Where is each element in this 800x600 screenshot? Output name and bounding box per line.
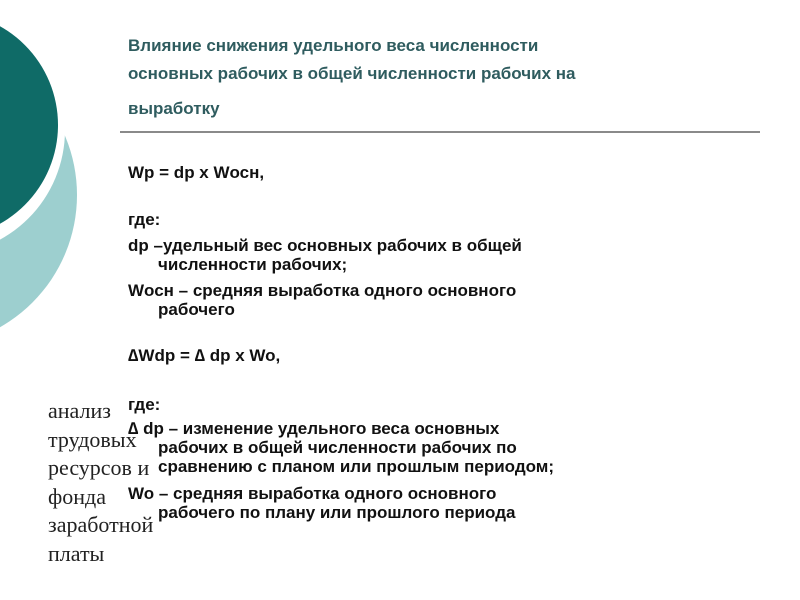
definition-delta-dp-line-3: сравнению с планом или прошлым периодом; xyxy=(158,457,555,476)
definition-wosn-line-2: рабочего xyxy=(158,300,235,319)
definition-wo-line-2: рабочего по плану или прошлого периода xyxy=(158,503,516,522)
definition-wosn-line-1: Wосн – средняя выработка одного основного xyxy=(128,281,517,300)
side-note-line-1: анализ xyxy=(48,398,111,423)
definition-delta-dp xyxy=(128,419,768,476)
where-label-2: где: xyxy=(128,395,161,414)
side-note-line-5: заработной xyxy=(48,512,154,537)
title-line-3: выработку xyxy=(128,99,220,118)
definition-wo-line-1: Wo – средняя выработка одного основного xyxy=(128,484,497,503)
title-line-2: основных рабочих в общей численности рабочих на xyxy=(128,64,576,83)
definition-delta-dp-line-2: рабочих в общей численности рабочих по xyxy=(158,438,517,457)
side-note xyxy=(48,397,188,568)
formula-delta-wdp: ∆Wdp = ∆ dp x Wo, xyxy=(128,346,281,365)
definition-dp xyxy=(128,236,768,274)
formula-wp: Wp = dp x Wосн, xyxy=(128,163,265,182)
slide-title xyxy=(128,32,768,123)
where-label-1: где: xyxy=(128,210,161,229)
side-note-line-4: фонда xyxy=(48,483,106,509)
definition-wosn xyxy=(128,281,768,319)
definition-dp-line-1: dp –удельный вес основных рабочих в общей xyxy=(128,236,522,255)
side-note-line-3: ресурсов и xyxy=(48,455,150,480)
definition-dp-line-2: численности рабочих; xyxy=(158,255,348,274)
title-divider xyxy=(120,131,760,133)
side-note-line-6: платы xyxy=(48,540,105,566)
definition-delta-dp-line-1: ∆ dp – изменение удельного веса основных xyxy=(128,419,500,438)
side-note-line-2: трудовых xyxy=(48,426,137,452)
title-line-1: Влияние снижения удельного веса численности xyxy=(128,36,539,55)
definition-wo xyxy=(128,484,768,522)
